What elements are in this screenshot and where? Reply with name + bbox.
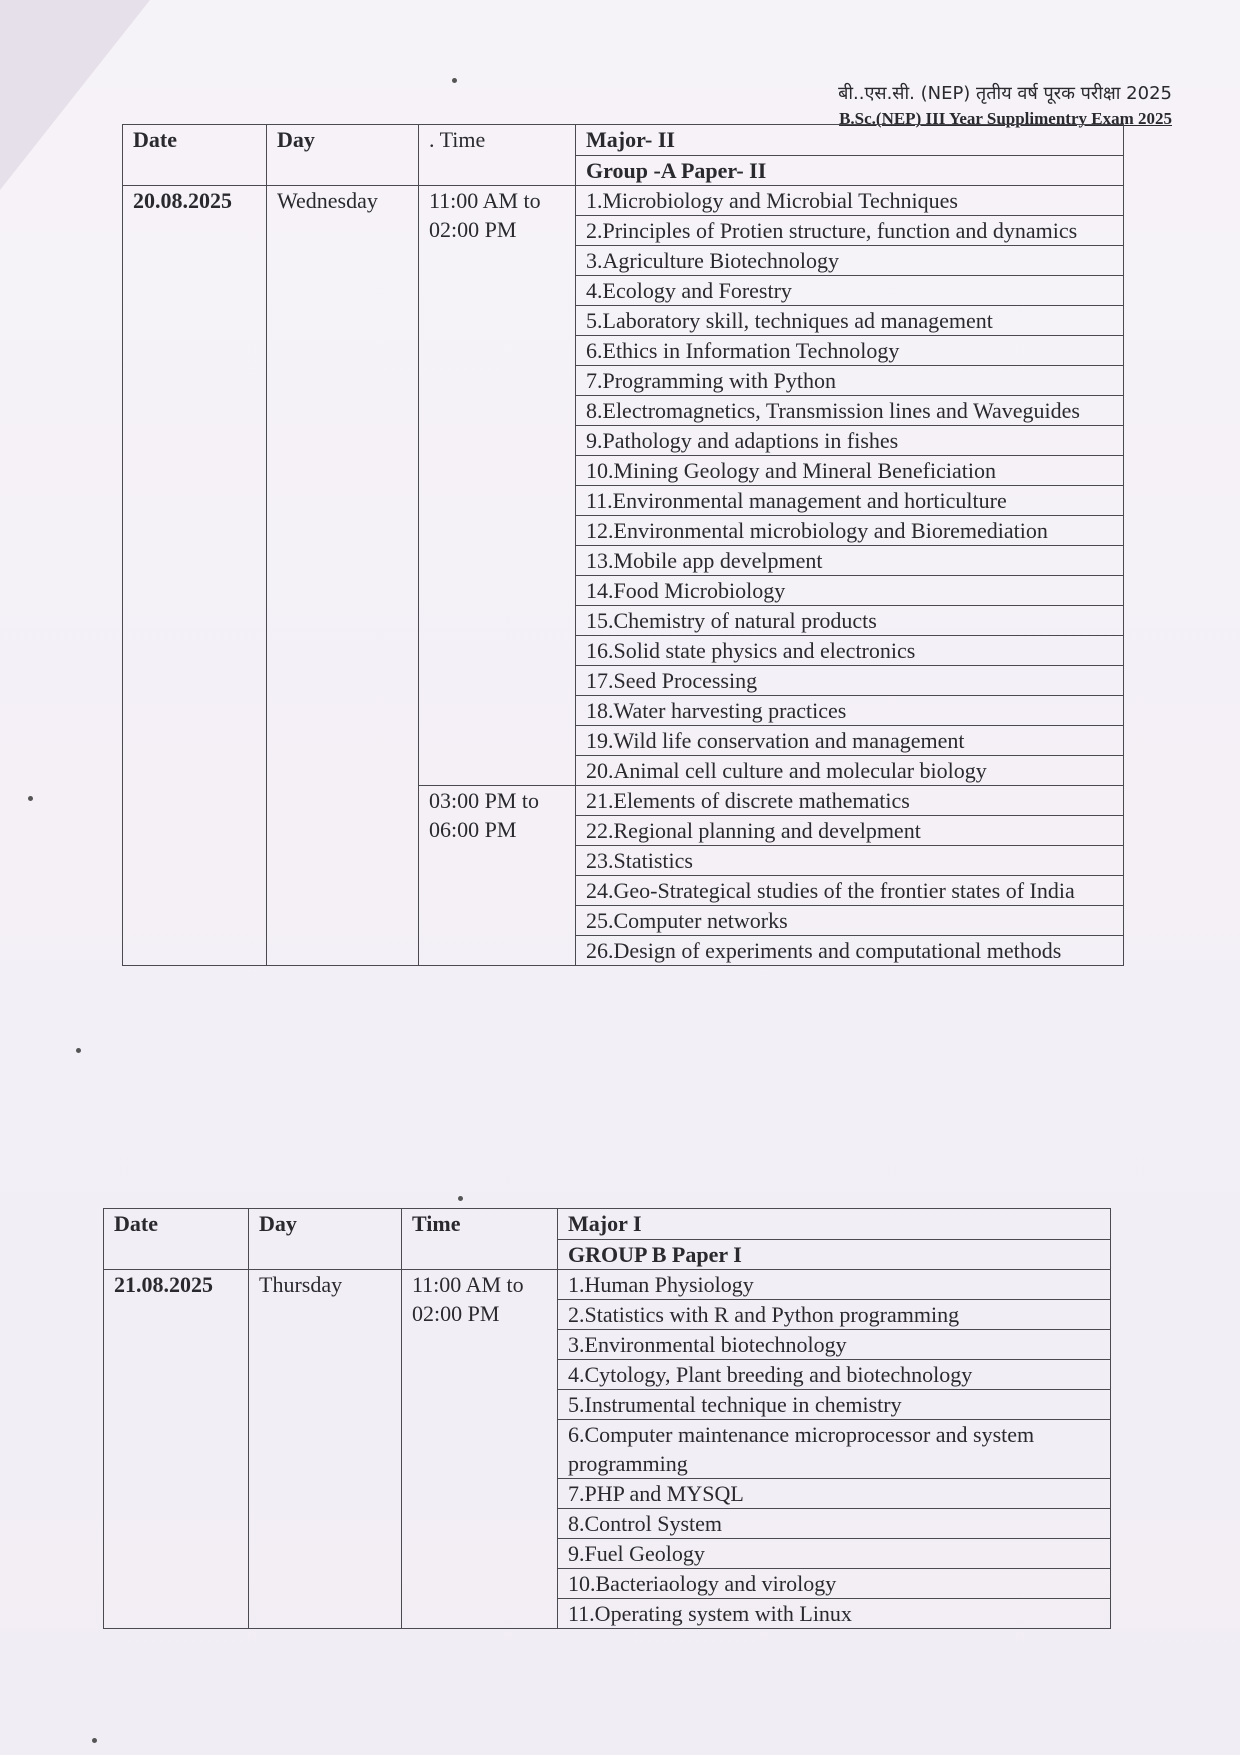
subject-cell: 2.Principles of Protien structure, function and dynamics	[576, 216, 1124, 246]
subject-cell: 3.Agriculture Biotechnology	[576, 246, 1124, 276]
major-header: Major I	[558, 1209, 1111, 1240]
scan-speck	[458, 1196, 463, 1201]
subject-cell: 8.Control System	[558, 1509, 1111, 1539]
table-row	[104, 1270, 1111, 1300]
subject-cell: 20.Animal cell culture and molecular biology	[576, 756, 1124, 786]
table-header-row	[123, 125, 1124, 156]
subject-cell: 11.Operating system with Linux	[558, 1599, 1111, 1629]
exam-date: 20.08.2025	[123, 186, 267, 966]
subject-cell: 6.Computer maintenance microprocessor and system programming	[558, 1420, 1111, 1479]
scan-speck	[28, 796, 33, 801]
subject-cell: 19.Wild life conservation and management	[576, 726, 1124, 756]
exam-day: Wednesday	[267, 186, 419, 966]
table-header-row	[104, 1209, 1111, 1240]
subject-cell: 7.Programming with Python	[576, 366, 1124, 396]
time-header: Time	[402, 1209, 558, 1270]
scan-speck	[76, 1048, 81, 1053]
subject-cell: 22.Regional planning and develpment	[576, 816, 1124, 846]
exam-time-slot: 11:00 AM to 02:00 PM	[419, 186, 576, 786]
subject-cell: 9.Pathology and adaptions in fishes	[576, 426, 1124, 456]
subject-cell: 10.Bacteriaology and virology	[558, 1569, 1111, 1599]
time-header: . Time	[419, 125, 576, 186]
subject-cell: 14.Food Microbiology	[576, 576, 1124, 606]
scan-speck	[92, 1738, 97, 1743]
subject-cell: 2.Statistics with R and Python programming	[558, 1300, 1111, 1330]
major-header: Major- II	[576, 125, 1124, 156]
exam-time-slot: 03:00 PM to 06:00 PM	[419, 786, 576, 966]
subject-cell: 8.Electromagnetics, Transmission lines and Waveguides	[576, 396, 1124, 426]
subject-cell: 4.Cytology, Plant breeding and biotechnology	[558, 1360, 1111, 1390]
subject-cell: 5.Instrumental technique in chemistry	[558, 1390, 1111, 1420]
subject-cell: 10.Mining Geology and Mineral Beneficiation	[576, 456, 1124, 486]
group-header: Group -A Paper- II	[576, 155, 1124, 186]
heading-english: B.Sc.(NEP) III Year Supplimentry Exam 2025	[839, 109, 1172, 128]
subject-cell: 11.Environmental management and horticulture	[576, 486, 1124, 516]
scan-speck	[452, 78, 457, 83]
schedule-table-group-b	[103, 1208, 1111, 1629]
subject-cell: 1.Human Physiology	[558, 1270, 1111, 1300]
table-row	[123, 186, 1124, 216]
group-header: GROUP B Paper I	[558, 1239, 1111, 1270]
subject-cell: 4.Ecology and Forestry	[576, 276, 1124, 306]
day-header: Day	[249, 1209, 402, 1270]
subject-cell: 13.Mobile app develpment	[576, 546, 1124, 576]
schedule-table-group-a	[122, 124, 1124, 966]
subject-cell: 15.Chemistry of natural products	[576, 606, 1124, 636]
subject-cell: 5.Laboratory skill, techniques ad management	[576, 306, 1124, 336]
subject-cell: 26.Design of experiments and computational methods	[576, 936, 1124, 966]
subject-cell: 12.Environmental microbiology and Bioremediation	[576, 516, 1124, 546]
exam-time-slot: 11:00 AM to 02:00 PM	[402, 1270, 558, 1629]
subject-cell: 21.Elements of discrete mathematics	[576, 786, 1124, 816]
subject-cell: 7.PHP and MYSQL	[558, 1479, 1111, 1509]
subject-cell: 16.Solid state physics and electronics	[576, 636, 1124, 666]
subject-cell: 1.Microbiology and Microbial Techniques	[576, 186, 1124, 216]
subject-cell: 25.Computer networks	[576, 906, 1124, 936]
date-header: Date	[104, 1209, 249, 1270]
subject-cell: 24.Geo-Strategical studies of the frontier states of India	[576, 876, 1124, 906]
exam-day: Thursday	[249, 1270, 402, 1629]
subject-cell: 6.Ethics in Information Technology	[576, 336, 1124, 366]
date-header: Date	[123, 125, 267, 186]
exam-date: 21.08.2025	[104, 1270, 249, 1629]
day-header: Day	[267, 125, 419, 186]
subject-cell: 18.Water harvesting practices	[576, 696, 1124, 726]
heading-hindi: बी..एस.सी. (NEP) तृतीय वर्ष पूरक परीक्षा 2025	[838, 83, 1172, 104]
subject-cell: 9.Fuel Geology	[558, 1539, 1111, 1569]
subject-cell: 3.Environmental biotechnology	[558, 1330, 1111, 1360]
subject-cell: 17.Seed Processing	[576, 666, 1124, 696]
subject-cell: 23.Statistics	[576, 846, 1124, 876]
